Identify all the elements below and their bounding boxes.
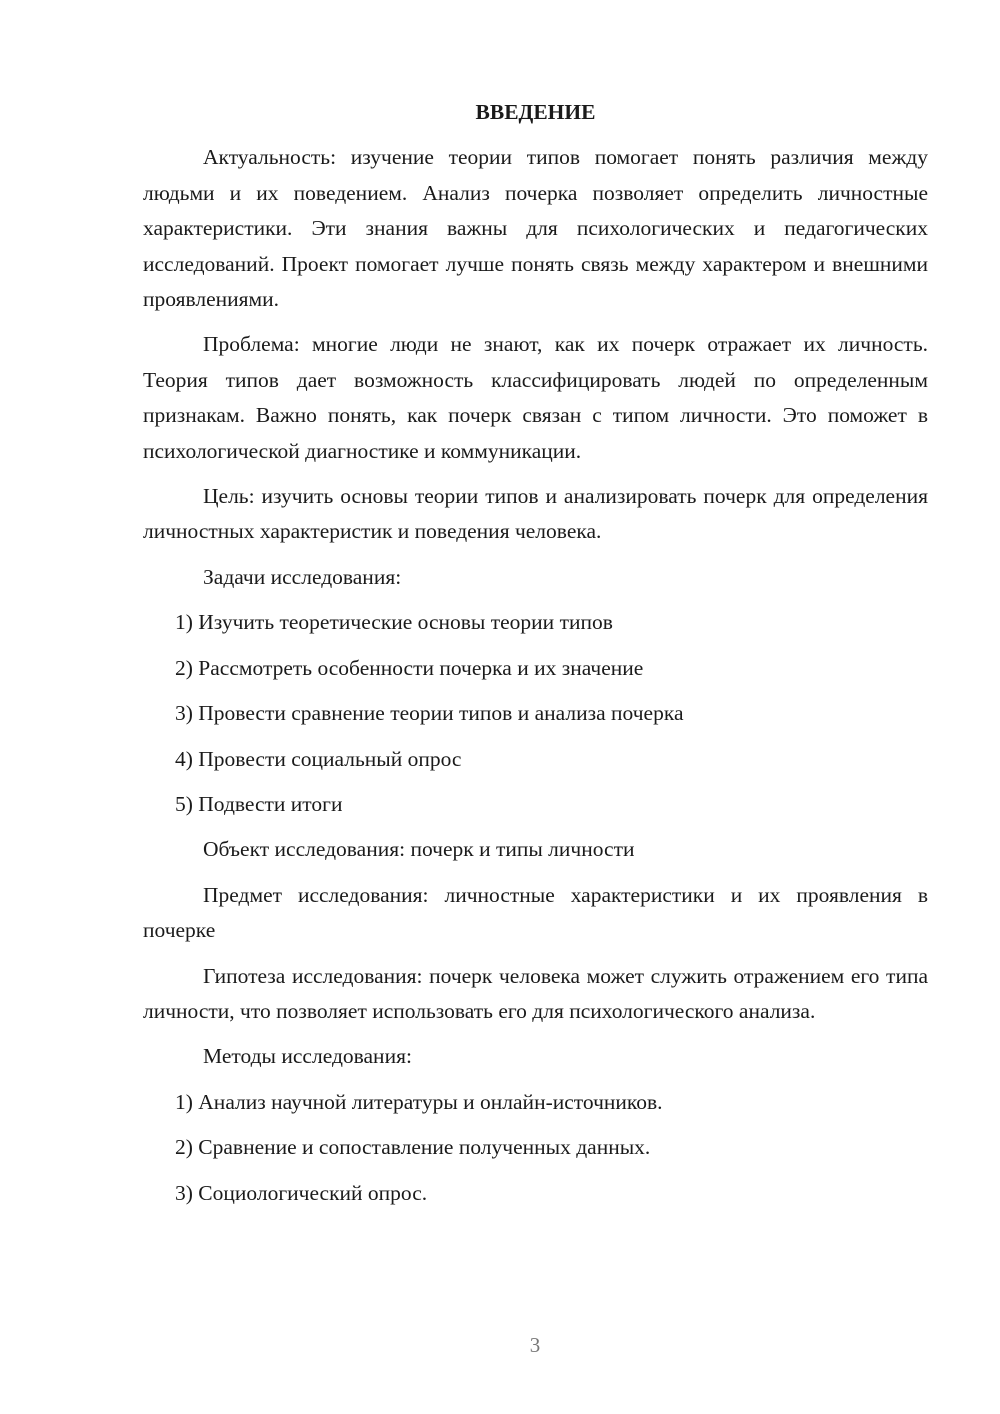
- method-item-1: 1) Анализ научной литературы и онлайн-источников.: [175, 1089, 663, 1114]
- problem-paragraph: Проблема: многие люди не знают, как их почерк отражает их личность. Теория типов дает возможность классифицировать людей по определенным признакам. Важно понять, как почерк связан с типом личности. Это поможет в психологической диагностике и коммуникации.: [143, 332, 928, 463]
- task-item-5: 5) Подвести итоги: [175, 791, 343, 816]
- method-item-2: 2) Сравнение и сопоставление полученных данных.: [175, 1135, 651, 1160]
- task-item-1: 1) Изучить теоретические основы теории типов: [175, 610, 613, 635]
- page-title: ВВЕДЕНИЕ: [475, 100, 596, 124]
- methods-heading: Методы исследования:: [203, 1044, 412, 1069]
- task-item-4: 4) Провести социальный опрос: [175, 746, 462, 771]
- goal-paragraph: Цель: изучить основы теории типов и анализировать почерк для определения личностных характеристик и поведения человека.: [143, 484, 928, 544]
- relevance-paragraph: Актуальность: изучение теории типов помогает понять различия между людьми и их поведением. Анализ почерка позволяет определить личностные характеристики. Эти знания важны для психологических и педагогических исследований. Проект помогает лучше понять связь между характером и внешними проявлениями.: [143, 145, 928, 312]
- task-item-2: 2) Рассмотреть особенности почерка и их значение: [175, 655, 644, 680]
- page-number: 3: [529, 1333, 541, 1357]
- subject-paragraph: Предмет исследования: личностные характеристики и их проявления в почерке: [143, 882, 928, 943]
- method-item-3: 3) Социологический опрос.: [175, 1180, 428, 1205]
- hypothesis-paragraph: Гипотеза исследования: почерк человека может служить отражением его типа личности, что позволяет использовать его для психологического анализа.: [143, 963, 928, 1023]
- task-item-3: 3) Провести сравнение теории типов и анализа почерка: [175, 701, 684, 726]
- document-page: [143, 95, 928, 1221]
- tasks-heading: Задачи исследования:: [203, 564, 402, 589]
- object-paragraph: Объект исследования: почерк и типы личности: [203, 837, 635, 862]
